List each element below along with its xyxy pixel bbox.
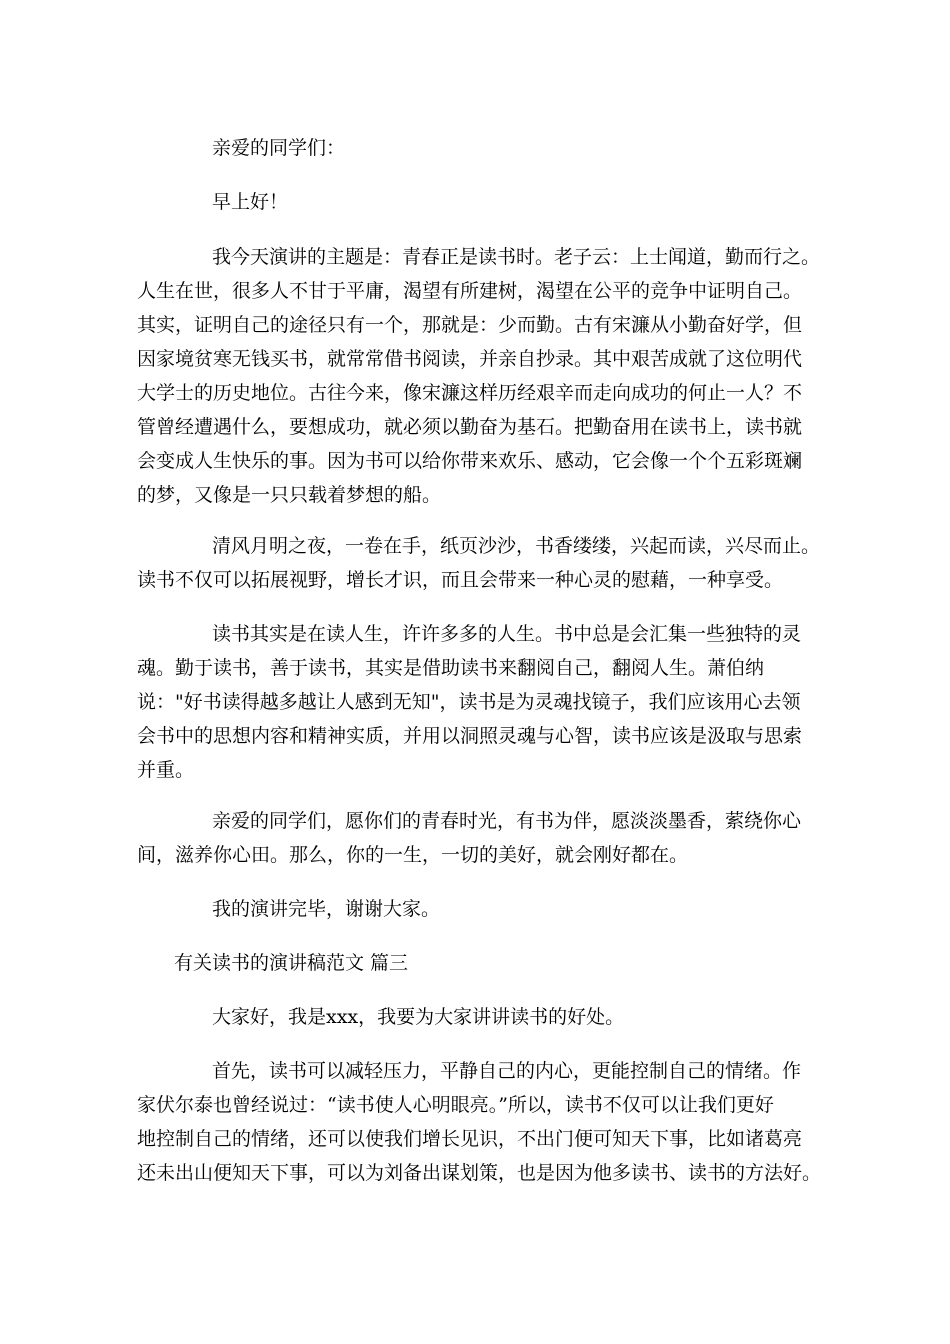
paragraph-1-line: 会变成人生快乐的事。因为书可以给你带来欢乐、感动，它会像一个个五彩斑斓 [137, 450, 803, 472]
paragraph-1-line: 我今天演讲的主题是：青春正是读书时。老子云：上士闻道，勤而行之。 [212, 246, 821, 268]
paragraph-3-line: 说："好书读得越多越让人感到无知"，读书是为灵魂找镜子，我们应该用心去领 [137, 691, 801, 713]
greeting: 亲爱的同学们： [212, 137, 346, 159]
paragraph-1-line: 因家境贫寒无钱买书，就常常借书阅读，并亲自抄录。其中艰苦成就了这位明代 [137, 348, 803, 370]
closing-line: 我的演讲完毕，谢谢大家。 [212, 898, 441, 920]
paragraph-2-line: 读书不仅可以拓展视野，增长才识，而且会带来一种心灵的慰藉，一种享受。 [137, 569, 784, 591]
paragraph-1-line: 其实，证明自己的途径只有一个，那就是：少而勤。古有宋濂从小勤奋好学，但 [137, 314, 803, 336]
morning-greeting: 早上好！ [212, 191, 289, 213]
paragraph-5-line: 大家好，我是xxx，我要为大家讲讲读书的好处。 [212, 1006, 625, 1028]
paragraph-4-line: 亲爱的同学们，愿你们的青春时光，有书为伴，愿淡淡墨香，萦绕你心 [212, 810, 802, 832]
paragraph-6-line: 首先，读书可以减轻压力，平静自己的内心，更能控制自己的情绪。作 [212, 1060, 802, 1082]
paragraph-6-line: 家伏尔泰也曾经说过：“读书使人心明眼亮。”所以，读书不仅可以让我们更好 [137, 1094, 774, 1116]
paragraph-3-line: 会书中的思想内容和精神实质，并用以洞照灵魂与心智，读书应该是汲取与思索 [137, 725, 803, 747]
paragraph-1-line: 人生在世，很多人不甘于平庸，渴望有所建树，渴望在公平的竞争中证明自己。 [137, 280, 803, 302]
paragraph-1-line: 的梦，又像是一只只载着梦想的船。 [137, 484, 442, 506]
paragraph-1-line: 大学士的历史地位。古往今来，像宋濂这样历经艰辛而走向成功的何止一人？不 [137, 382, 803, 404]
paragraph-4-line: 间，滋养你心田。那么，你的一生，一切的美好，就会刚好都在。 [137, 844, 689, 866]
paragraph-3-line: 并重。 [137, 759, 195, 781]
paragraph-3-line: 魂。勤于读书，善于读书，其实是借助读书来翻阅自己，翻阅人生。萧伯纳 [137, 657, 765, 679]
paragraph-1-line: 管曾经遭遇什么，要想成功，就必须以勤奋为基石。把勤奋用在读书上，读书就 [137, 416, 803, 438]
paragraph-3-line: 读书其实是在读人生，许许多多的人生。书中总是会汇集一些独特的灵 [212, 623, 802, 645]
paragraph-6-line: 还未出山便知天下事，可以为刘备出谋划策，也是因为他多读书、读书的方法好。 [137, 1162, 822, 1184]
paragraph-6-line: 地控制自己的情绪，还可以使我们增长见识，不出门便可知天下事，比如诸葛亮 [137, 1128, 803, 1150]
section-title: 有关读书的演讲稿范文 篇三 [174, 952, 409, 974]
paragraph-2-line: 清风月明之夜，一卷在手，纸页沙沙，书香缕缕，兴起而读，兴尽而止。 [212, 535, 821, 557]
